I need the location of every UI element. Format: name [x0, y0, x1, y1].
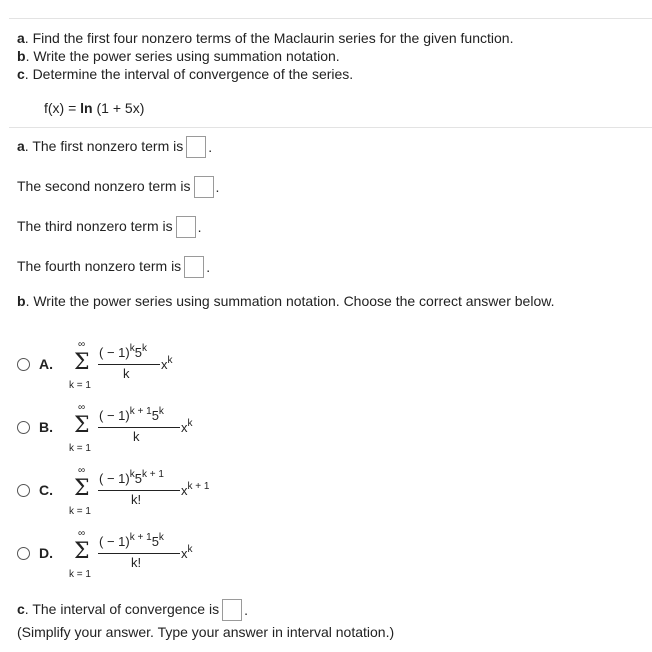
option-b[interactable] [17, 401, 317, 461]
option-c-numerator: ( − $1)^k5^{k + 1}$ [99, 469, 164, 486]
option-c-fraction-bar [98, 490, 180, 491]
option-c-denominator: k! [131, 492, 142, 507]
option-d-fraction-bar [98, 553, 180, 554]
option-a-sum-lower: k = 1 [69, 380, 91, 391]
option-c-sum-lower: k = 1 [69, 506, 91, 517]
instruction-a: a. Find the first four nonzero terms of the Maclaurin series for the given function. [17, 30, 514, 46]
option-b-fraction-bar [98, 427, 180, 428]
option-a-fraction-bar [98, 364, 160, 365]
option-b-sum-upper: ∞ [78, 402, 86, 413]
option-b-radio[interactable] [17, 421, 30, 434]
option-a-sigma: Σ [74, 350, 90, 375]
instruction-b: b. Write the power series using summation notation. [17, 48, 340, 64]
option-d-sigma: Σ [74, 539, 90, 564]
option-b-label: B. [39, 419, 53, 435]
option-a-denominator: k [123, 366, 130, 381]
option-d-label: D. [39, 545, 53, 561]
fourth-term-input[interactable] [184, 256, 204, 278]
option-d-radio[interactable] [17, 547, 30, 560]
option-c[interactable] [17, 464, 317, 524]
option-b-denominator: k [133, 429, 140, 444]
option-b-sigma: Σ [74, 413, 90, 438]
option-a-x-term: $x^k$ [161, 355, 173, 372]
option-d-x-term: $x^k$ [181, 544, 193, 561]
first-term-input[interactable] [186, 136, 206, 158]
part-a-second-term: The second nonzero term is . [17, 175, 219, 198]
part-a-first-term: a. The first nonzero term is . [17, 135, 212, 158]
option-b-numerator: ( − $1)^{k + 1}5^k$ [99, 406, 164, 423]
part-c-hint: (Simplify your answer. Type your answer in interval notation.) [17, 624, 395, 640]
option-d-sum-upper: ∞ [78, 528, 86, 539]
option-a-sum-upper: ∞ [78, 339, 86, 350]
option-d[interactable] [17, 527, 317, 587]
option-c-sigma: Σ [74, 476, 90, 501]
part-a-fourth-term: The fourth nonzero term is . [17, 255, 210, 278]
option-c-sum-upper: ∞ [78, 465, 86, 476]
part-a-third-term: The third nonzero term is . [17, 215, 202, 238]
option-c-x-term: $x^{k + 1}$ [181, 481, 210, 498]
option-d-sum-lower: k = 1 [69, 569, 91, 580]
option-a-label: A. [39, 356, 53, 372]
interval-input[interactable] [222, 599, 242, 621]
option-b-sum-lower: k = 1 [69, 443, 91, 454]
part-c-interval: c. The interval of convergence is . [17, 598, 248, 621]
top-divider [9, 18, 652, 19]
option-a[interactable] [17, 338, 317, 398]
option-a-radio[interactable] [17, 358, 30, 371]
option-c-label: C. [39, 482, 53, 498]
instruction-c: c. Determine the interval of convergence of the series. [17, 66, 354, 82]
section-divider [9, 127, 652, 128]
option-d-denominator: k! [131, 555, 142, 570]
option-d-numerator: ( − $1)^{k + 1}5^k$ [99, 532, 164, 549]
second-term-input[interactable] [194, 176, 214, 198]
part-b-prompt: b. Write the power series using summation notation. Choose the correct answer below. [17, 293, 555, 309]
function-definition: f(x) = ln (1 + 5x) [44, 100, 145, 116]
option-c-radio[interactable] [17, 484, 30, 497]
option-b-x-term: $x^k$ [181, 418, 193, 435]
third-term-input[interactable] [176, 216, 196, 238]
option-a-numerator: ( − $1)^k5^k$ [99, 343, 147, 360]
